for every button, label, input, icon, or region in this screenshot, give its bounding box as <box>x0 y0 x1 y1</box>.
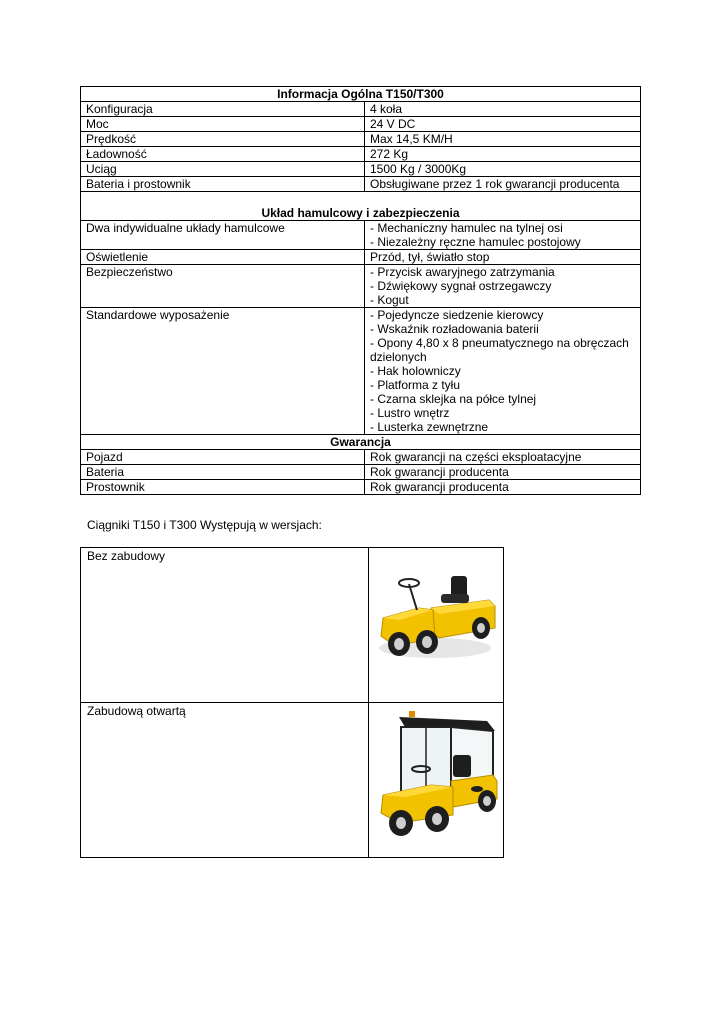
spec-label: Oświetlenie <box>81 250 365 265</box>
table-row <box>81 250 641 265</box>
table-row <box>81 117 641 132</box>
brakes-header: Układ hamulcowy i zabezpieczenia <box>81 192 641 221</box>
spec-value: 1500 Kg / 3000Kg <box>365 162 641 177</box>
version-image-cell <box>368 703 503 858</box>
spec-value: 4 koła <box>365 102 641 117</box>
spec-label: Prędkość <box>81 132 365 147</box>
list-item: - Kogut <box>370 293 409 307</box>
list-item: - Przycisk awaryjnego zatrzymania <box>370 265 555 279</box>
table-row <box>81 221 641 250</box>
list-item: - Pojedyncze siedzenie kierowcy <box>370 308 544 322</box>
spec-label: Ładowność <box>81 147 365 162</box>
list-item: - Mechaniczny hamulec na tylnej osi <box>370 221 563 235</box>
list-item: - Opony 4,80 x 8 pneumatycznego na obręczach dzielonych <box>370 336 629 364</box>
spec-value: 272 Kg <box>365 147 641 162</box>
spec-label: Bateria i prostownik <box>81 177 365 192</box>
spec-label: Bezpieczeństwo <box>81 265 365 308</box>
list-item: - Platforma z tyłu <box>370 378 461 392</box>
spec-label: Bateria <box>81 465 365 480</box>
spec-value: Rok gwarancji na części eksploatacyjne <box>365 450 641 465</box>
list-item: - Lustro wnętrz <box>370 406 450 420</box>
table-row <box>81 480 641 495</box>
table-row <box>81 703 504 858</box>
list-item: - Czarna sklejka na półce tylnej <box>370 392 537 406</box>
table-row <box>81 265 641 308</box>
spec-header: Informacja Ogólna T150/T300 <box>81 87 641 102</box>
versions-table <box>80 547 504 858</box>
table-row <box>81 465 641 480</box>
spec-label: Standardowe wyposażenie <box>81 308 365 435</box>
spec-value: Obsługiwane przez 1 rok gwarancji producenta <box>365 177 641 192</box>
spec-label: Moc <box>81 117 365 132</box>
list-item: - Dźwiękowy sygnał ostrzegawczy <box>370 279 552 293</box>
list-item: - Hak holowniczy <box>370 364 461 378</box>
spec-value: Rok gwarancji producenta <box>365 465 641 480</box>
table-row <box>81 450 641 465</box>
spec-value: Max 14,5 KM/H <box>365 132 641 147</box>
spec-label: Konfiguracja <box>81 102 365 117</box>
table-row <box>81 308 641 435</box>
versions-intro: Ciągniki T150 i T300 Występują w wersjach: <box>87 518 322 532</box>
version-label: Bez zabudowy <box>81 548 369 703</box>
table-row <box>81 147 641 162</box>
table-row <box>81 177 641 192</box>
spec-label: Dwa indywidualne układy hamulcowe <box>81 221 365 250</box>
spec-value: Rok gwarancji producenta <box>365 480 641 495</box>
spec-value: 24 V DC <box>365 117 641 132</box>
table-row <box>81 192 641 221</box>
list-item: - Niezależny ręczne hamulec postojowy <box>370 235 581 249</box>
table-row <box>81 548 504 703</box>
warranty-header: Gwarancja <box>81 435 641 450</box>
spec-value: Przód, tył, światło stop <box>365 250 641 265</box>
table-row <box>81 132 641 147</box>
spec-value <box>365 265 641 308</box>
table-row <box>81 162 641 177</box>
spec-value <box>365 308 641 435</box>
list-item: - Wskaźnik rozładowania baterii <box>370 322 539 336</box>
list-item: - Lusterka zewnętrzne <box>370 420 489 434</box>
yellow-tractor-open-image <box>369 548 500 700</box>
spec-table <box>80 86 641 495</box>
table-row <box>81 435 641 450</box>
table-row <box>81 87 641 102</box>
version-image-cell <box>368 548 503 703</box>
spec-label: Prostownik <box>81 480 365 495</box>
version-label: Zabudową otwartą <box>81 703 369 858</box>
table-row <box>81 102 641 117</box>
spec-value <box>365 221 641 250</box>
yellow-tractor-cab-image <box>369 703 500 855</box>
spec-label: Pojazd <box>81 450 365 465</box>
spec-label: Uciąg <box>81 162 365 177</box>
